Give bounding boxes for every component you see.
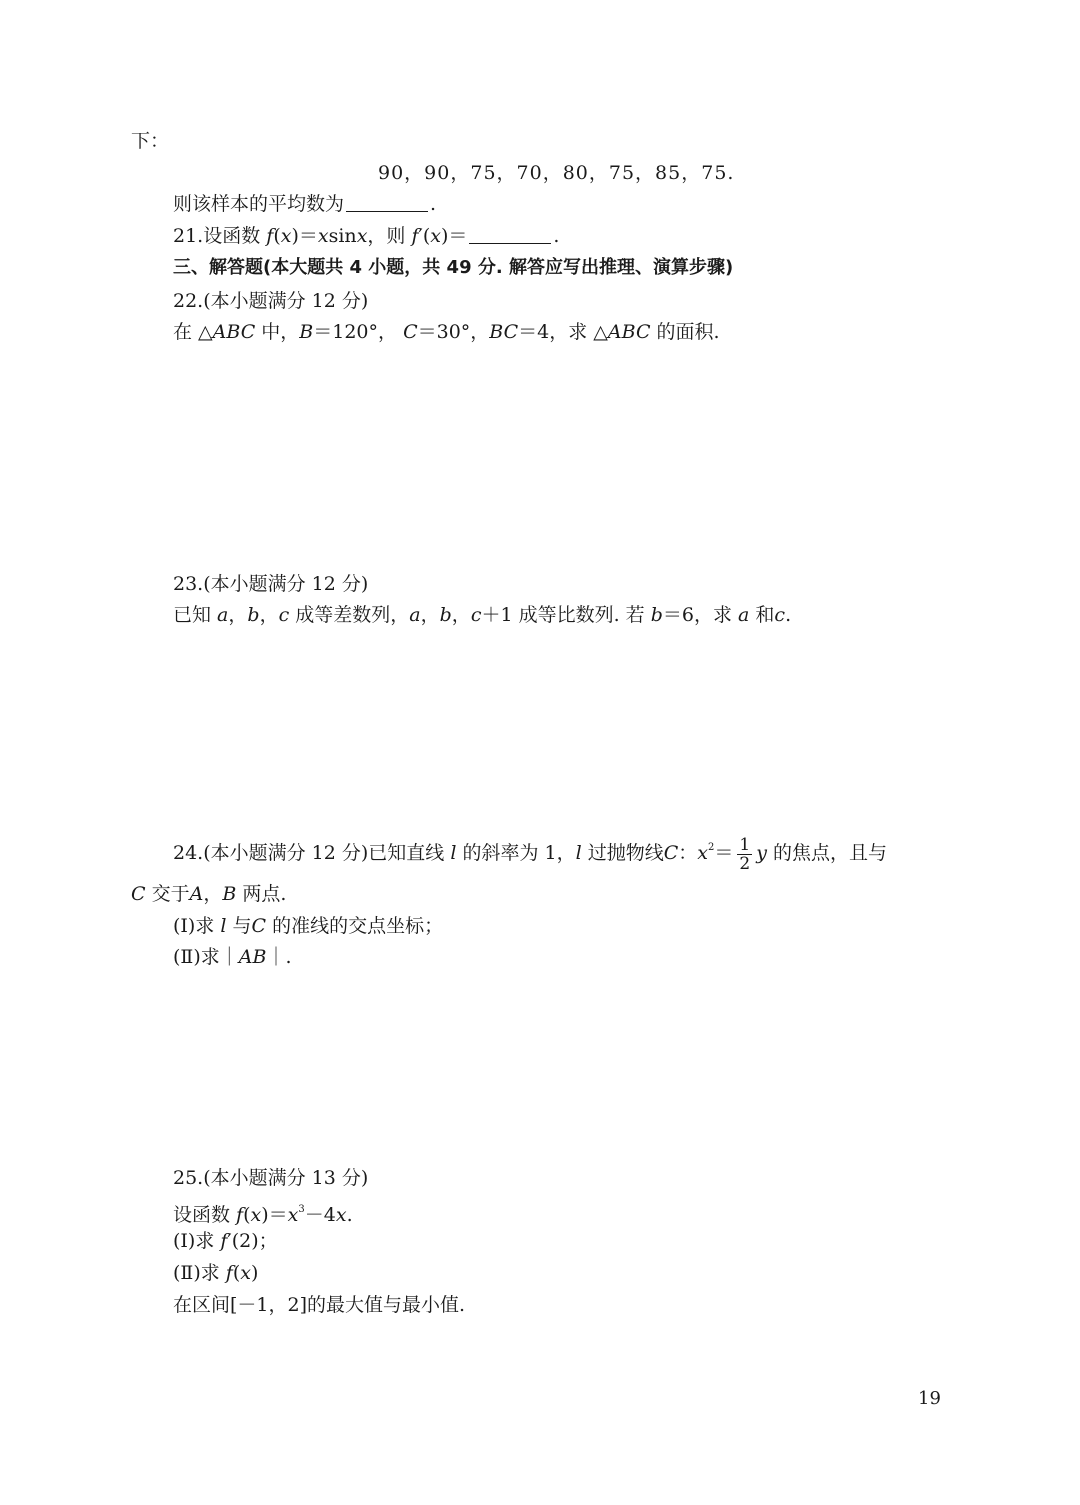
answer-blank [469, 227, 551, 244]
question-25-part2-continued: 在区间[－1，2]的最大值与最小值. [173, 1294, 466, 1316]
line-xia: 下： [131, 130, 170, 152]
question-22-text: 在 △ABC 中，B＝120°， C＝30°，BC＝4，求 △ABC 的面积. [173, 321, 720, 343]
question-24-part2: (Ⅱ)求｜AB｜. [173, 946, 292, 968]
answer-blank [346, 195, 428, 212]
question-24-part1: (Ⅰ)求 l 与C 的准线的交点坐标； [173, 915, 444, 937]
question-21: 21.设函数 f(x)＝xsinx，则 f′(x)＝ . [173, 225, 560, 247]
question-25-part1: (Ⅰ)求 f′(2)； [173, 1230, 278, 1252]
question-25-text: 设函数 $f(x)=x^3-4x$. [173, 1204, 353, 1226]
q20-answer-line: 则该样本的平均数为 . [173, 193, 437, 215]
question-24-text: 24.(本小题满分 12 分)已知直线 l 的斜率为 1，l 过抛物线C：$x^2=$ $\frac{1}{2}$ y 的焦点，且与 [173, 834, 887, 874]
page-number: 19 [918, 1388, 941, 1409]
fraction-one-half: $\frac{1}{2}$ [739, 834, 751, 874]
question-24-continued: C 交于A，B 两点. [131, 883, 287, 905]
question-25-part2: (Ⅱ)求 f(x) [173, 1262, 259, 1284]
question-25-header: 25.(本小题满分 13 分) [173, 1167, 369, 1189]
question-23-header: 23.(本小题满分 12 分) [173, 573, 369, 595]
score-list: 90，90，75，70，80，75，85，75. [378, 162, 735, 184]
section-heading: 三、解答题(本大题共 4 小题，共 49 分. 解答应写出推理、演算步骤) [173, 257, 734, 278]
question-22-header: 22.(本小题满分 12 分) [173, 290, 369, 312]
question-23-text: 已知 a，b，c 成等差数列，a，b，c＋1 成等比数列. 若 b＝6，求 a 和c. [173, 604, 792, 626]
